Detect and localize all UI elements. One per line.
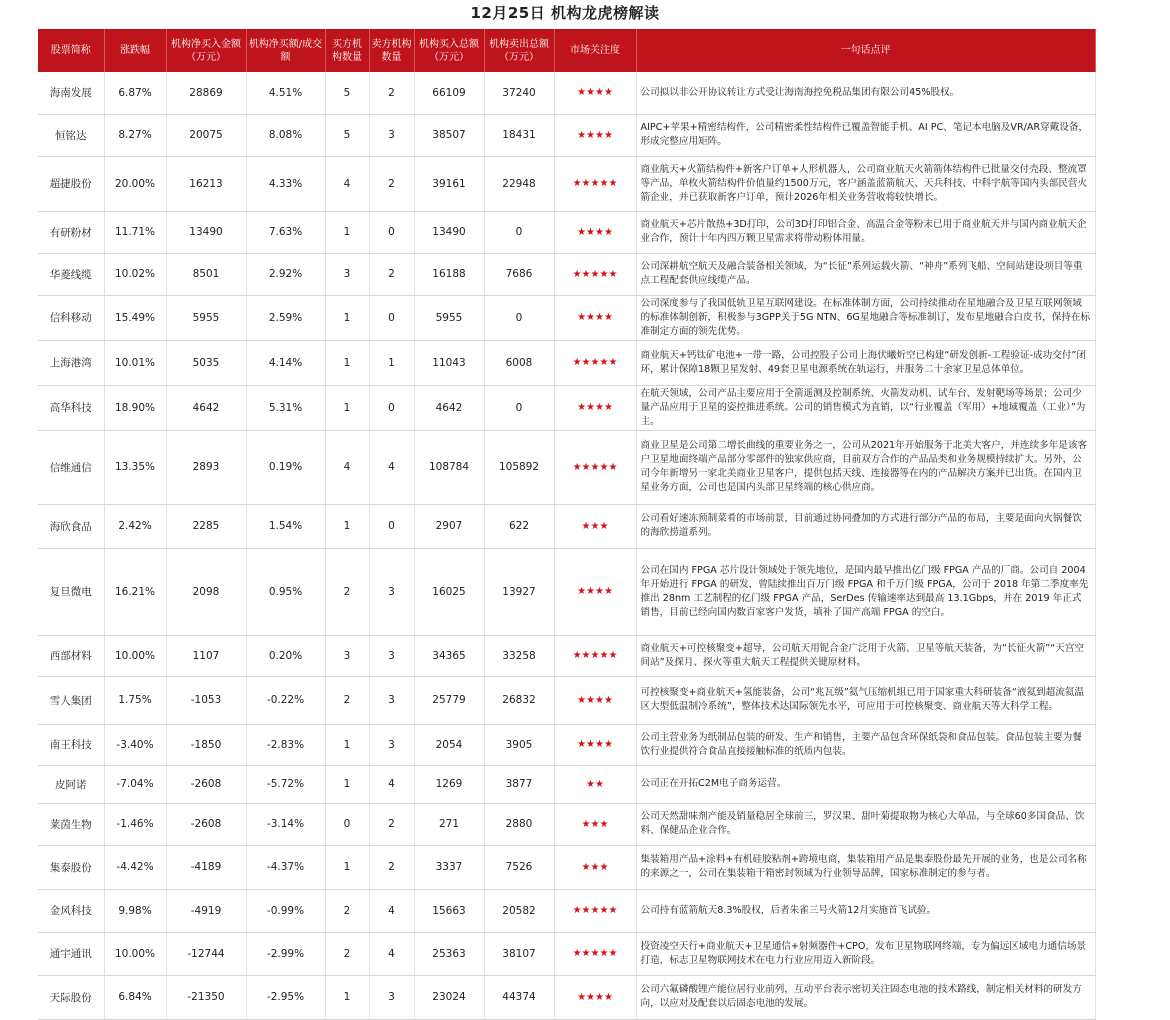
buy-total: 38507 (414, 114, 484, 156)
attention-stars: ★★★★ (554, 548, 636, 635)
net-buy-amount: 28869 (166, 72, 246, 114)
attention-stars: ★★★★★ (554, 932, 636, 975)
attention-stars: ★★★ (554, 504, 636, 548)
buyer-count: 1 (325, 765, 369, 803)
net-buy-amount: -1053 (166, 676, 246, 724)
buyer-count: 1 (325, 295, 369, 340)
net-buy-amount: 13490 (166, 211, 246, 253)
attention-stars: ★★★★★ (554, 340, 636, 385)
table-row (38, 889, 1095, 932)
comment: 公司深度参与了我国低轨卫星互联网建设。在标准体制方面，公司持续推动在星地融合及卫星互联网领域的标准体制创新，积极参与3GPP关于5G NTN、6G星地融合等标准制订，发布星地融合白皮书，保持在标准制定方面的领先优势。 (636, 295, 1095, 340)
buyer-count: 1 (325, 504, 369, 548)
net-buy-ratio: -2.83% (246, 724, 325, 765)
change-pct: 1.75% (104, 676, 166, 724)
seller-count: 4 (369, 430, 414, 504)
col-header: 市场关注度 (554, 29, 636, 72)
buy-total: 13490 (414, 211, 484, 253)
dragon-tiger-table (38, 29, 1096, 1020)
buyer-count: 1 (325, 385, 369, 430)
sell-total: 0 (484, 385, 554, 430)
stock-name: 南王科技 (38, 724, 104, 765)
net-buy-amount: 20075 (166, 114, 246, 156)
sell-total: 3877 (484, 765, 554, 803)
stock-name: 复旦微电 (38, 548, 104, 635)
net-buy-ratio: 2.59% (246, 295, 325, 340)
comment: 集装箱用产品+涂料+有机硅胶粘剂+跨境电商，集装箱用产品是集泰股份最先开展的业务，也是公司名称的来源之一，公司在集装箱干箱密封领域为行业领导品牌，国家标准制定的参与者。 (636, 845, 1095, 889)
net-buy-amount: 2098 (166, 548, 246, 635)
change-pct: 10.01% (104, 340, 166, 385)
buy-total: 23024 (414, 975, 484, 1019)
attention-stars: ★★★★★ (554, 635, 636, 676)
table-header-row (38, 29, 1095, 72)
net-buy-ratio: -4.37% (246, 845, 325, 889)
sell-total: 20582 (484, 889, 554, 932)
stock-name: 高华科技 (38, 385, 104, 430)
comment: 公司持有蓝箭航天8.3%股权，后者朱雀三号火箭12月实施首飞试验。 (636, 889, 1095, 932)
buyer-count: 3 (325, 635, 369, 676)
sell-total: 0 (484, 295, 554, 340)
net-buy-ratio: -3.14% (246, 803, 325, 845)
attention-stars: ★★ (554, 765, 636, 803)
seller-count: 4 (369, 932, 414, 975)
sell-total: 6008 (484, 340, 554, 385)
net-buy-ratio: 2.92% (246, 253, 325, 295)
net-buy-ratio: 0.95% (246, 548, 325, 635)
seller-count: 3 (369, 975, 414, 1019)
net-buy-amount: 8501 (166, 253, 246, 295)
net-buy-amount: 5035 (166, 340, 246, 385)
net-buy-ratio: 4.14% (246, 340, 325, 385)
buy-total: 11043 (414, 340, 484, 385)
col-header: 机构净买额/成交额 (246, 29, 325, 72)
change-pct: 9.98% (104, 889, 166, 932)
comment: 商业卫星是公司第二增长曲线的重要业务之一，公司从2021年开始服务于北美大客户，并连续多年是该客户卫星地面终端产品部分零部件的独家供应商，目前双方合作的产品品类和业务规模持续扩大。另外，公司今年新增另一家北美商业卫星客户，提供包括天线、连接器等在内的产品解决方案并已出货。在国内卫星业务方面，公司也是国内头部卫星终端的核心供应商。 (636, 430, 1095, 504)
col-header: 买方机构数量 (325, 29, 369, 72)
change-pct: -7.04% (104, 765, 166, 803)
seller-count: 0 (369, 211, 414, 253)
seller-count: 0 (369, 385, 414, 430)
sell-total: 7526 (484, 845, 554, 889)
attention-stars: ★★★★★ (554, 430, 636, 504)
stock-name: 上海港湾 (38, 340, 104, 385)
sell-total: 37240 (484, 72, 554, 114)
net-buy-ratio: 4.33% (246, 156, 325, 211)
buyer-count: 4 (325, 156, 369, 211)
table-row (38, 156, 1095, 211)
buyer-count: 1 (325, 724, 369, 765)
sell-total: 105892 (484, 430, 554, 504)
attention-stars: ★★★★ (554, 975, 636, 1019)
change-pct: 10.02% (104, 253, 166, 295)
net-buy-ratio: -2.99% (246, 932, 325, 975)
net-buy-amount: -2608 (166, 765, 246, 803)
table-row (38, 765, 1095, 803)
net-buy-amount: 4642 (166, 385, 246, 430)
table-row (38, 114, 1095, 156)
buyer-count: 2 (325, 676, 369, 724)
attention-stars: ★★★★★ (554, 889, 636, 932)
buy-total: 3337 (414, 845, 484, 889)
table-row (38, 845, 1095, 889)
sell-total: 3905 (484, 724, 554, 765)
comment: 公司拟以非公开协议转让方式受让海南海控免税品集团有限公司45%股权。 (636, 72, 1095, 114)
net-buy-ratio: 8.08% (246, 114, 325, 156)
stock-name: 恒铭达 (38, 114, 104, 156)
col-header: 股票简称 (38, 29, 104, 72)
net-buy-amount: -21350 (166, 975, 246, 1019)
buyer-count: 1 (325, 340, 369, 385)
attention-stars: ★★★★ (554, 295, 636, 340)
stock-name: 通宇通讯 (38, 932, 104, 975)
sell-total: 26832 (484, 676, 554, 724)
buy-total: 16188 (414, 253, 484, 295)
seller-count: 3 (369, 114, 414, 156)
comment: 商业航天+可控核聚变+超导，公司航天用铌合金广泛用于火箭、卫星等航天装备，为“长征火箭”“天宫空间站”及探月、探火等重大航天工程提供关键原材料。 (636, 635, 1095, 676)
table-row (38, 340, 1095, 385)
net-buy-ratio: 5.31% (246, 385, 325, 430)
table-row (38, 504, 1095, 548)
sell-total: 13927 (484, 548, 554, 635)
net-buy-amount: -4919 (166, 889, 246, 932)
col-header: 卖方机构数量 (369, 29, 414, 72)
table-row (38, 253, 1095, 295)
attention-stars: ★★★ (554, 845, 636, 889)
change-pct: 10.00% (104, 932, 166, 975)
buy-total: 39161 (414, 156, 484, 211)
table-row (38, 724, 1095, 765)
comment: 商业航天+钙钛矿电池+一带一路，公司控股子公司上海伏曦炘空已构建“研发创新-工程验证-成功交付”闭环，累计保障18颗卫星发射、49套卫星电源系统在轨运行，并服务二十余家卫星总体单位。 (636, 340, 1095, 385)
buyer-count: 2 (325, 932, 369, 975)
net-buy-amount: -2608 (166, 803, 246, 845)
net-buy-amount: 2285 (166, 504, 246, 548)
comment: 公司正在开拓C2M电子商务运营。 (636, 765, 1095, 803)
sell-total: 622 (484, 504, 554, 548)
seller-count: 4 (369, 889, 414, 932)
net-buy-amount: 2893 (166, 430, 246, 504)
table-row (38, 72, 1095, 114)
seller-count: 2 (369, 253, 414, 295)
net-buy-ratio: -0.99% (246, 889, 325, 932)
change-pct: 6.84% (104, 975, 166, 1019)
seller-count: 3 (369, 548, 414, 635)
stock-name: 华菱线缆 (38, 253, 104, 295)
net-buy-amount: -4189 (166, 845, 246, 889)
comment: 公司在国内 FPGA 芯片设计领域处于领先地位，是国内最早推出亿门级 FPGA 产品的厂商。公司自 2004 年开始进行 FPGA 的研发，曾陆续推出百万门级 FPGA 和千万门级 FPGA，公司于 2018 年第二季度率先推出 28nm 工艺制程的亿门级 FPGA 产品，SerDes 传输速率达到最高 13.1Gbps，并在 2019 年正式销售，目前已经向国内数百家客户发货，填补了国产高端 FPGA 的空白。 (636, 548, 1095, 635)
col-header: 涨跌幅 (104, 29, 166, 72)
table-row (38, 295, 1095, 340)
comment: 投资凌空天行+商业航天+卫星通信+射频器件+CPO，发布卫星物联网终端，专为偏远区域电力通信场景打造，标志卫星物联网技术在电力行业应用迈入新阶段。 (636, 932, 1095, 975)
change-pct: 13.35% (104, 430, 166, 504)
seller-count: 4 (369, 765, 414, 803)
net-buy-amount: 5955 (166, 295, 246, 340)
buyer-count: 4 (325, 430, 369, 504)
buy-total: 1269 (414, 765, 484, 803)
change-pct: -3.40% (104, 724, 166, 765)
change-pct: 8.27% (104, 114, 166, 156)
table-row (38, 803, 1095, 845)
change-pct: -1.46% (104, 803, 166, 845)
buy-total: 271 (414, 803, 484, 845)
table-row (38, 676, 1095, 724)
sell-total: 7686 (484, 253, 554, 295)
comment: 可控核聚变+商业航天+氢能装备，公司“兆瓦级”氦气压缩机组已用于国家重大科研装备“液氦到超流氦温区大型低温制冷系统”，整体技术达国际领先水平，可应用于可控核聚变、商业航天等大科学工程。 (636, 676, 1095, 724)
attention-stars: ★★★ (554, 803, 636, 845)
comment: 公司天然甜味剂产能及销量稳居全球前三，罗汉果、甜叶菊提取物为核心大单品，与全球60多国食品、饮料、保健品企业合作。 (636, 803, 1095, 845)
col-header: 机构买入总额（万元） (414, 29, 484, 72)
attention-stars: ★★★★ (554, 385, 636, 430)
attention-stars: ★★★★ (554, 211, 636, 253)
stock-name: 西部材料 (38, 635, 104, 676)
seller-count: 2 (369, 72, 414, 114)
seller-count: 1 (369, 340, 414, 385)
col-header: 一句话点评 (636, 29, 1095, 72)
sell-total: 0 (484, 211, 554, 253)
attention-stars: ★★★★ (554, 724, 636, 765)
buyer-count: 5 (325, 114, 369, 156)
net-buy-amount: 1107 (166, 635, 246, 676)
sell-total: 2880 (484, 803, 554, 845)
stock-name: 有研粉材 (38, 211, 104, 253)
stock-name: 超捷股份 (38, 156, 104, 211)
net-buy-ratio: 7.63% (246, 211, 325, 253)
page-title: 12月25日 机构龙虎榜解读 (470, 4, 660, 22)
net-buy-amount: -12744 (166, 932, 246, 975)
table-row (38, 932, 1095, 975)
net-buy-ratio: -5.72% (246, 765, 325, 803)
seller-count: 3 (369, 635, 414, 676)
seller-count: 3 (369, 724, 414, 765)
change-pct: 18.90% (104, 385, 166, 430)
change-pct: 15.49% (104, 295, 166, 340)
attention-stars: ★★★★ (554, 676, 636, 724)
buy-total: 2054 (414, 724, 484, 765)
comment: 在航天领域，公司产品主要应用于全箭遥测及控制系统、火箭发动机、试车台、发射靶场等场景；公司少量产品应用于卫星的姿控推进系统。公司的销售模式为直销，以“行业覆盖（军用）+地域覆盖（工业）”为主。 (636, 385, 1095, 430)
table-row (38, 385, 1095, 430)
buy-total: 2907 (414, 504, 484, 548)
col-header: 机构卖出总额（万元） (484, 29, 554, 72)
stock-name: 天际股份 (38, 975, 104, 1019)
stock-name: 雪人集团 (38, 676, 104, 724)
change-pct: 6.87% (104, 72, 166, 114)
sell-total: 18431 (484, 114, 554, 156)
change-pct: 20.00% (104, 156, 166, 211)
sell-total: 44374 (484, 975, 554, 1019)
stock-name: 信维通信 (38, 430, 104, 504)
comment: 公司六氟磷酸锂产能位居行业前列，互动平台表示密切关注固态电池的技术路线，制定相关材料的研发方向，以应对及配套以后固态电池的发展。 (636, 975, 1095, 1019)
sell-total: 22948 (484, 156, 554, 211)
change-pct: 16.21% (104, 548, 166, 635)
net-buy-ratio: 1.54% (246, 504, 325, 548)
attention-stars: ★★★★★ (554, 156, 636, 211)
stock-name: 皮阿诺 (38, 765, 104, 803)
net-buy-amount: -1850 (166, 724, 246, 765)
table-row (38, 211, 1095, 253)
buy-total: 25363 (414, 932, 484, 975)
table-body (38, 72, 1095, 1019)
buyer-count: 1 (325, 975, 369, 1019)
stock-name: 金风科技 (38, 889, 104, 932)
net-buy-amount: 16213 (166, 156, 246, 211)
comment: 公司主营业务为纸制品包装的研发、生产和销售，主要产品包含环保纸袋和食品包装。食品包装主要为餐饮行业提供符合食品直接接触标准的纸质内包装。 (636, 724, 1095, 765)
stock-name: 集泰股份 (38, 845, 104, 889)
comment: 公司看好速冻预制菜肴的市场前景，目前通过协同叠加的方式进行部分产品的布局，主要是面向火锅餐饮的海欣捞道系列。 (636, 504, 1095, 548)
comment: 商业航天+芯片散热+3D打印，公司3D打印铝合金、高温合金等粉末已用于商业航天并与国内商业航天企业合作，预计十年内四万颗卫星需求将带动粉体用量。 (636, 211, 1095, 253)
buyer-count: 5 (325, 72, 369, 114)
buy-total: 15663 (414, 889, 484, 932)
seller-count: 2 (369, 156, 414, 211)
change-pct: 11.71% (104, 211, 166, 253)
seller-count: 0 (369, 295, 414, 340)
col-header: 机构净买入金额（万元） (166, 29, 246, 72)
attention-stars: ★★★★★ (554, 253, 636, 295)
buy-total: 66109 (414, 72, 484, 114)
buyer-count: 0 (325, 803, 369, 845)
comment: AIPC+苹果+精密结构件，公司精密柔性结构件已覆盖智能手机、AI PC、笔记本电脑及VR/AR穿戴设备，形成完整应用矩阵。 (636, 114, 1095, 156)
net-buy-ratio: -2.95% (246, 975, 325, 1019)
buy-total: 5955 (414, 295, 484, 340)
seller-count: 2 (369, 845, 414, 889)
table-row (38, 430, 1095, 504)
buyer-count: 3 (325, 253, 369, 295)
change-pct: -4.42% (104, 845, 166, 889)
sell-total: 38107 (484, 932, 554, 975)
attention-stars: ★★★★ (554, 114, 636, 156)
attention-stars: ★★★★ (554, 72, 636, 114)
stock-name: 莱茵生物 (38, 803, 104, 845)
buyer-count: 1 (325, 211, 369, 253)
seller-count: 0 (369, 504, 414, 548)
net-buy-ratio: 0.20% (246, 635, 325, 676)
table-row (38, 548, 1095, 635)
stock-name: 海欣食品 (38, 504, 104, 548)
buy-total: 25779 (414, 676, 484, 724)
stock-name: 信科移动 (38, 295, 104, 340)
stock-name: 海南发展 (38, 72, 104, 114)
net-buy-ratio: 0.19% (246, 430, 325, 504)
sell-total: 33258 (484, 635, 554, 676)
buy-total: 34365 (414, 635, 484, 676)
table-row (38, 975, 1095, 1019)
buyer-count: 2 (325, 889, 369, 932)
comment: 公司深耕航空航天及融合装备相关领域，为“长征”系列运载火箭、“神舟”系列飞船、空间站建设项目等重点工程配套供应线缆产品。 (636, 253, 1095, 295)
buy-total: 16025 (414, 548, 484, 635)
comment: 商业航天+火箭结构件+新客户订单+人形机器人，公司商业航天火箭箭体结构件已批量交付壳段、整流罩等产品，单枚火箭结构件价值量约1500万元，客户涵盖蓝箭航天、天兵科技、中科宇航等国内头部民营火箭企业，并已获取新客户订单，预计2026年相关业务营收将较快增长。 (636, 156, 1095, 211)
net-buy-ratio: -0.22% (246, 676, 325, 724)
buyer-count: 1 (325, 845, 369, 889)
buy-total: 4642 (414, 385, 484, 430)
change-pct: 10.00% (104, 635, 166, 676)
buy-total: 108784 (414, 430, 484, 504)
buyer-count: 2 (325, 548, 369, 635)
change-pct: 2.42% (104, 504, 166, 548)
seller-count: 2 (369, 803, 414, 845)
net-buy-ratio: 4.51% (246, 72, 325, 114)
seller-count: 3 (369, 676, 414, 724)
table-row (38, 635, 1095, 676)
